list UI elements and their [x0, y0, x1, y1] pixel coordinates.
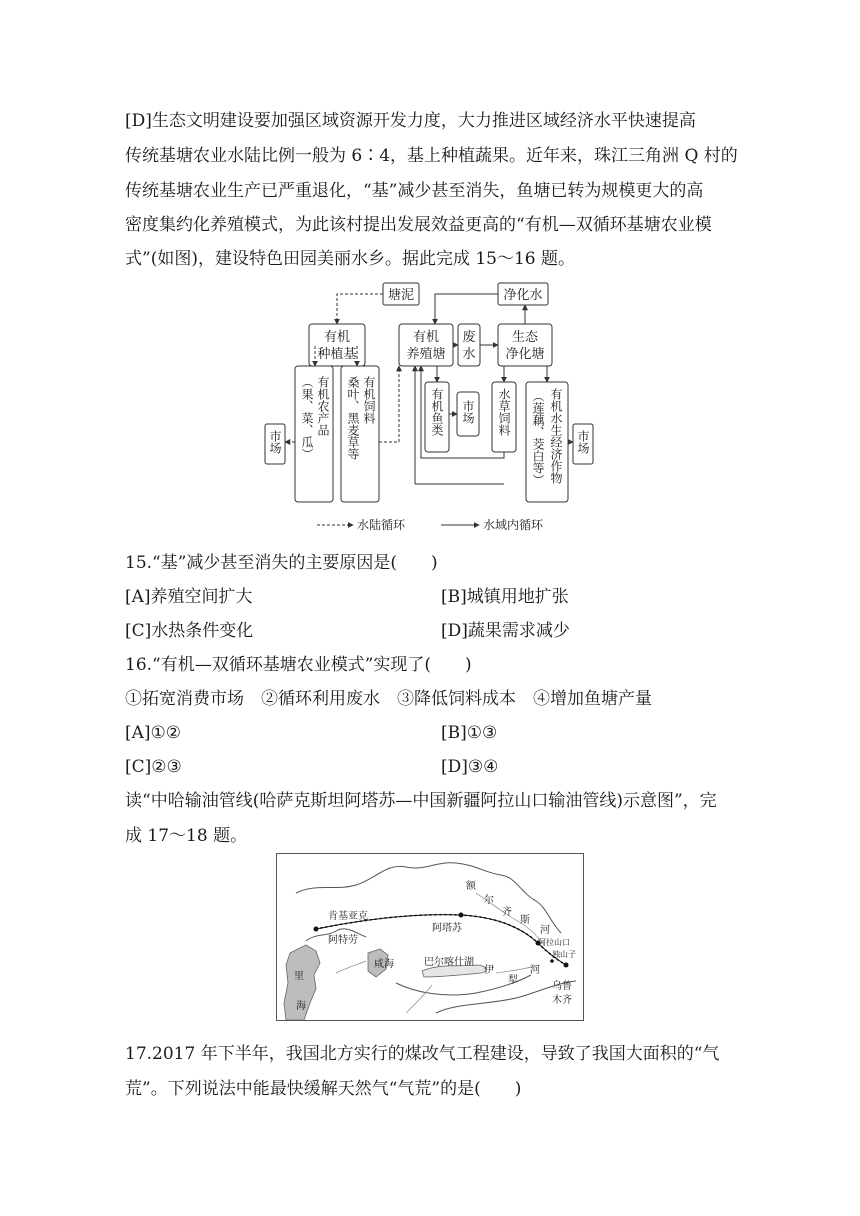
map-irtysh-1: 额 [466, 881, 476, 892]
map-kenkiyak: 肯基亚克 [328, 911, 368, 922]
q15-option-d[interactable]: [D]蔬果需求减少 [441, 621, 570, 641]
map-alashankou: 阿拉山口 [538, 938, 570, 947]
map-urumqi-2: 木齐 [552, 995, 572, 1006]
map-caspian-2: 海 [296, 1001, 306, 1012]
map-urumqi-1: 乌鲁 [552, 981, 572, 992]
map-ili-2: 犁 [508, 975, 518, 986]
box-organic-pond-1: 有机 [412, 330, 440, 345]
map-balkhash: 巴尔喀什湖 [424, 957, 474, 968]
q16-option-c[interactable]: [C]②③ [125, 757, 182, 777]
box-clean-water: 净化水 [503, 288, 543, 303]
box-fish: 有机鱼类 [430, 388, 444, 436]
intro2-line-2: 成 17～18 题。 [125, 826, 248, 846]
intro2-line-1: 读“中哈输油管线(哈萨克斯坦阿塔苏—中国新疆阿拉山口输油管线)示意图”，完 [125, 791, 717, 811]
q16-items: ①拓宽消费市场 ②循环利用废水 ③降低饲料成本 ④增加鱼塘产量 [125, 689, 652, 709]
map-irtysh-2: 尔 [484, 895, 494, 906]
passage-line-1: 传统基塘农业水陆比例一般为 6∶4，基上种植蔬果。近年来，珠江三角洲 Q 村的 [125, 146, 738, 166]
map-dushanzi: 独山子 [552, 950, 576, 959]
q15-option-a[interactable]: [A]养殖空间扩大 [125, 587, 253, 607]
legend-water-internal: 水域内循环 [483, 518, 544, 532]
map-ili-1: 伊 [484, 965, 494, 976]
map-irtysh-3: 齐 [502, 907, 512, 918]
q15-option-b[interactable]: [B]城镇用地扩张 [441, 587, 569, 607]
box-market-right: 市场 [576, 430, 590, 454]
box-organic-base-1: 有机 [323, 330, 351, 345]
box-market-left: 市场 [268, 430, 282, 454]
box-crops-note: （莲藕、茭白等） [531, 390, 545, 486]
q16-option-b[interactable]: [B]①③ [441, 723, 498, 743]
map-irtysh-5: 河 [540, 925, 550, 936]
box-feed-note: 桑叶、黑麦草等 [346, 376, 360, 460]
pipeline-map [276, 853, 584, 1021]
box-market-mid: 市场 [461, 400, 475, 424]
q17-stem-2: 荒”。下列说法中能最快缓解天然气“气荒”的是( ) [125, 1079, 522, 1099]
map-atasu: 阿塔苏 [432, 923, 462, 934]
box-eco-pond-1: 生态 [511, 330, 539, 345]
box-crops: 有机水生经济作物 [549, 388, 563, 484]
box-weed-feed: 水草饲料 [497, 388, 511, 436]
q16-stem: 16.“有机—双循环基塘农业模式”实现了( ) [125, 655, 472, 675]
option-d-previous: [D]生态文明建设要加强区域资源开发力度，大力推进区域经济水平快速提高 [125, 111, 696, 131]
map-irtysh-4: 斯 [520, 915, 530, 926]
box-eco-pond-2: 净化塘 [505, 347, 545, 362]
legend-land-water: 水陆循环 [357, 518, 406, 532]
map-caspian-1: 里 [294, 971, 304, 982]
q16-option-a[interactable]: [A]①② [125, 723, 182, 743]
box-waste-water-1: 废 [462, 330, 476, 345]
farming-cycle-diagram [255, 280, 605, 540]
map-xianhai: 咸海 [374, 959, 394, 970]
q16-option-d[interactable]: [D]③④ [441, 757, 499, 777]
q17-stem-1: 17.2017 年下半年，我国北方实行的煤改气工程建设，导致了我国大面积的“气 [125, 1044, 720, 1064]
passage-line-4: 式”(如图)，建设特色田园美丽水乡。据此完成 15～16 题。 [125, 249, 576, 269]
box-waste-water-2: 水 [462, 347, 476, 362]
map-atyrau: 阿特劳 [328, 935, 358, 946]
box-produce: 有机农产品 [316, 376, 330, 436]
box-produce-note: （果、菜、瓜） [300, 376, 314, 460]
box-mud: 塘泥 [387, 288, 415, 303]
passage-line-3: 密度集约化养殖模式，为此该村提出发展效益更高的“有机—双循环基塘农业模 [125, 215, 712, 235]
q15-stem: 15.“基”减少甚至消失的主要原因是( ) [125, 553, 438, 573]
q15-option-c[interactable]: [C]水热条件变化 [125, 621, 254, 641]
box-organic-pond-2: 养殖塘 [406, 347, 446, 362]
map-ili-3: 河 [530, 965, 540, 976]
passage-line-2: 传统基塘农业生产已严重退化，“基”减少甚至消失，鱼塘已转为规模更大的高 [125, 181, 704, 201]
box-organic-base-2: 种植基 [317, 347, 357, 362]
box-feed: 有机饲料 [362, 376, 376, 424]
